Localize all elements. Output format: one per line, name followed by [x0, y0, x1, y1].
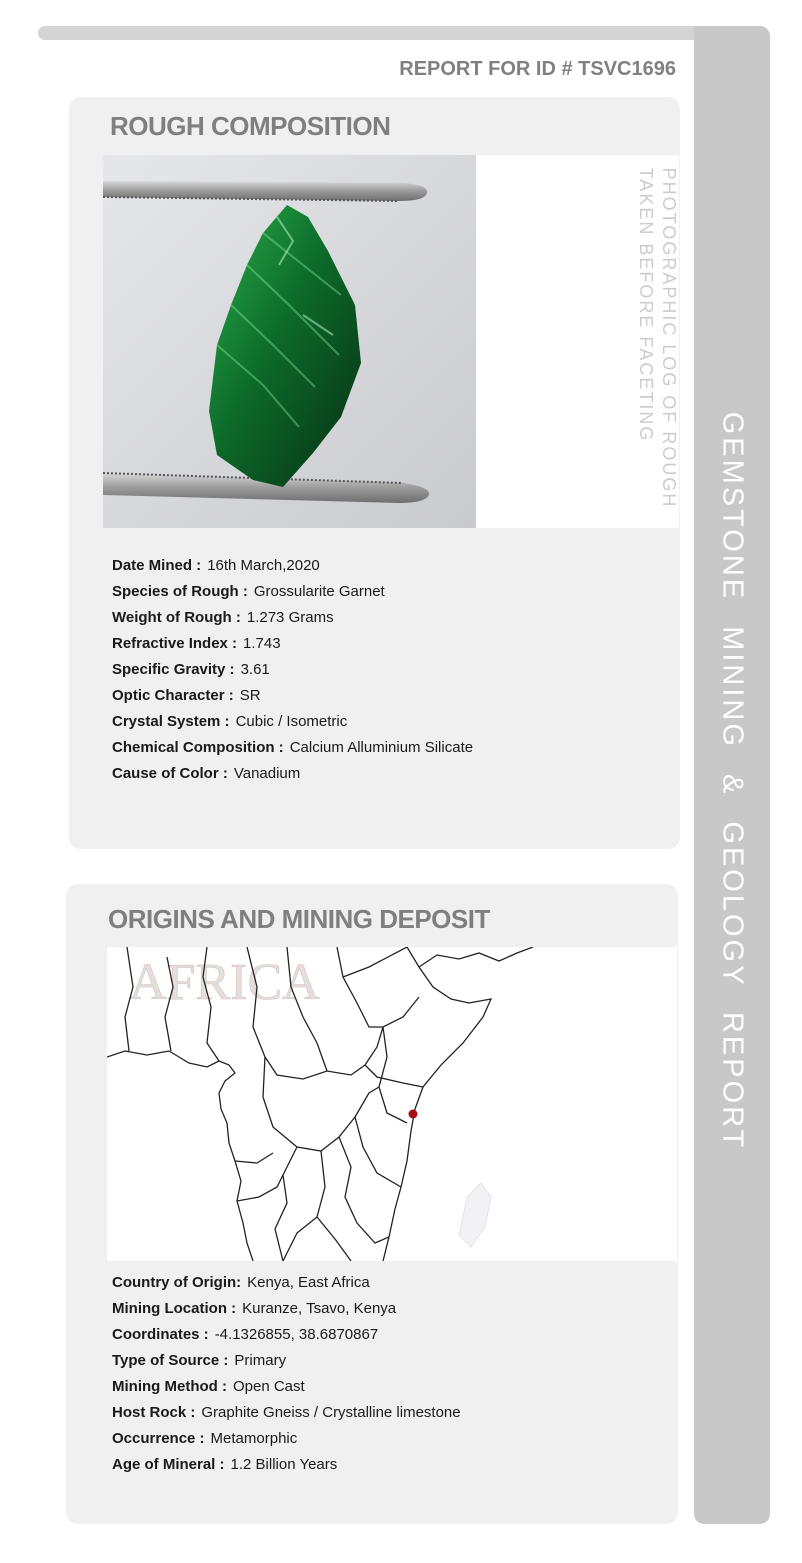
detail-row-mining-location: Mining Location : Kuranze, Tsavo, Kenya — [112, 1300, 397, 1317]
africa-map — [107, 947, 677, 1261]
photo-log-note — [634, 168, 680, 509]
map-africa-label: AFRICA — [129, 954, 320, 1011]
report-id: REPORT FOR ID # TSVC1696 — [399, 58, 676, 80]
detail-row-type-of-source: Type of Source : Primary — [112, 1352, 287, 1369]
detail-row-species: Species of Rough : Grossularite Garnet — [112, 583, 385, 600]
origins-details-list — [112, 1270, 461, 1478]
origins-title: ORIGINS AND MINING DEPOSIT — [108, 904, 490, 934]
detail-row-cause-of-color: Cause of Color : Vanadium — [112, 765, 301, 782]
rough-details-list — [112, 553, 473, 787]
detail-row-optic-character: Optic Character : SR — [112, 687, 261, 704]
rough-composition-title: ROUGH COMPOSITION — [110, 111, 391, 141]
detail-row-weight: Weight of Rough : 1.273 Grams — [112, 609, 334, 626]
detail-row-country: Country of Origin: Kenya, East Africa — [112, 1274, 370, 1291]
photo-note-line-2: TAKEN BEFORE FACETING — [636, 167, 656, 443]
detail-row-refractive-index: Refractive Index : 1.743 — [112, 635, 281, 652]
report-side-title: GEMSTONE MINING & GEOLOGY REPORT — [716, 411, 749, 1151]
side-title-container — [694, 26, 770, 1524]
top-decorative-bar — [38, 26, 728, 40]
detail-row-date-mined: Date Mined : 16th March,2020 — [112, 557, 320, 574]
detail-row-age-of-mineral: Age of Mineral : 1.2 Billion Years — [112, 1456, 338, 1473]
africa-map-svg — [107, 947, 677, 1261]
detail-row-crystal-system: Crystal System : Cubic / Isometric — [112, 713, 348, 730]
detail-row-coordinates: Coordinates : -4.1326855, 38.6870867 — [112, 1326, 379, 1343]
detail-row-mining-method: Mining Method : Open Cast — [112, 1378, 305, 1395]
rough-gem-photo — [103, 155, 476, 528]
mining-location-marker — [409, 1110, 418, 1119]
detail-row-occurrence: Occurrence : Metamorphic — [112, 1430, 298, 1447]
gem-photo-svg — [103, 155, 476, 528]
photo-note-line-1: PHOTOGRAPHIC LOG OF ROUGH — [659, 167, 679, 509]
detail-row-host-rock: Host Rock : Graphite Gneiss / Crystalline limestone — [112, 1404, 461, 1421]
detail-row-chemical-composition: Chemical Composition : Calcium Alluminium Silicate — [112, 739, 474, 756]
detail-row-specific-gravity: Specific Gravity : 3.61 — [112, 661, 270, 678]
